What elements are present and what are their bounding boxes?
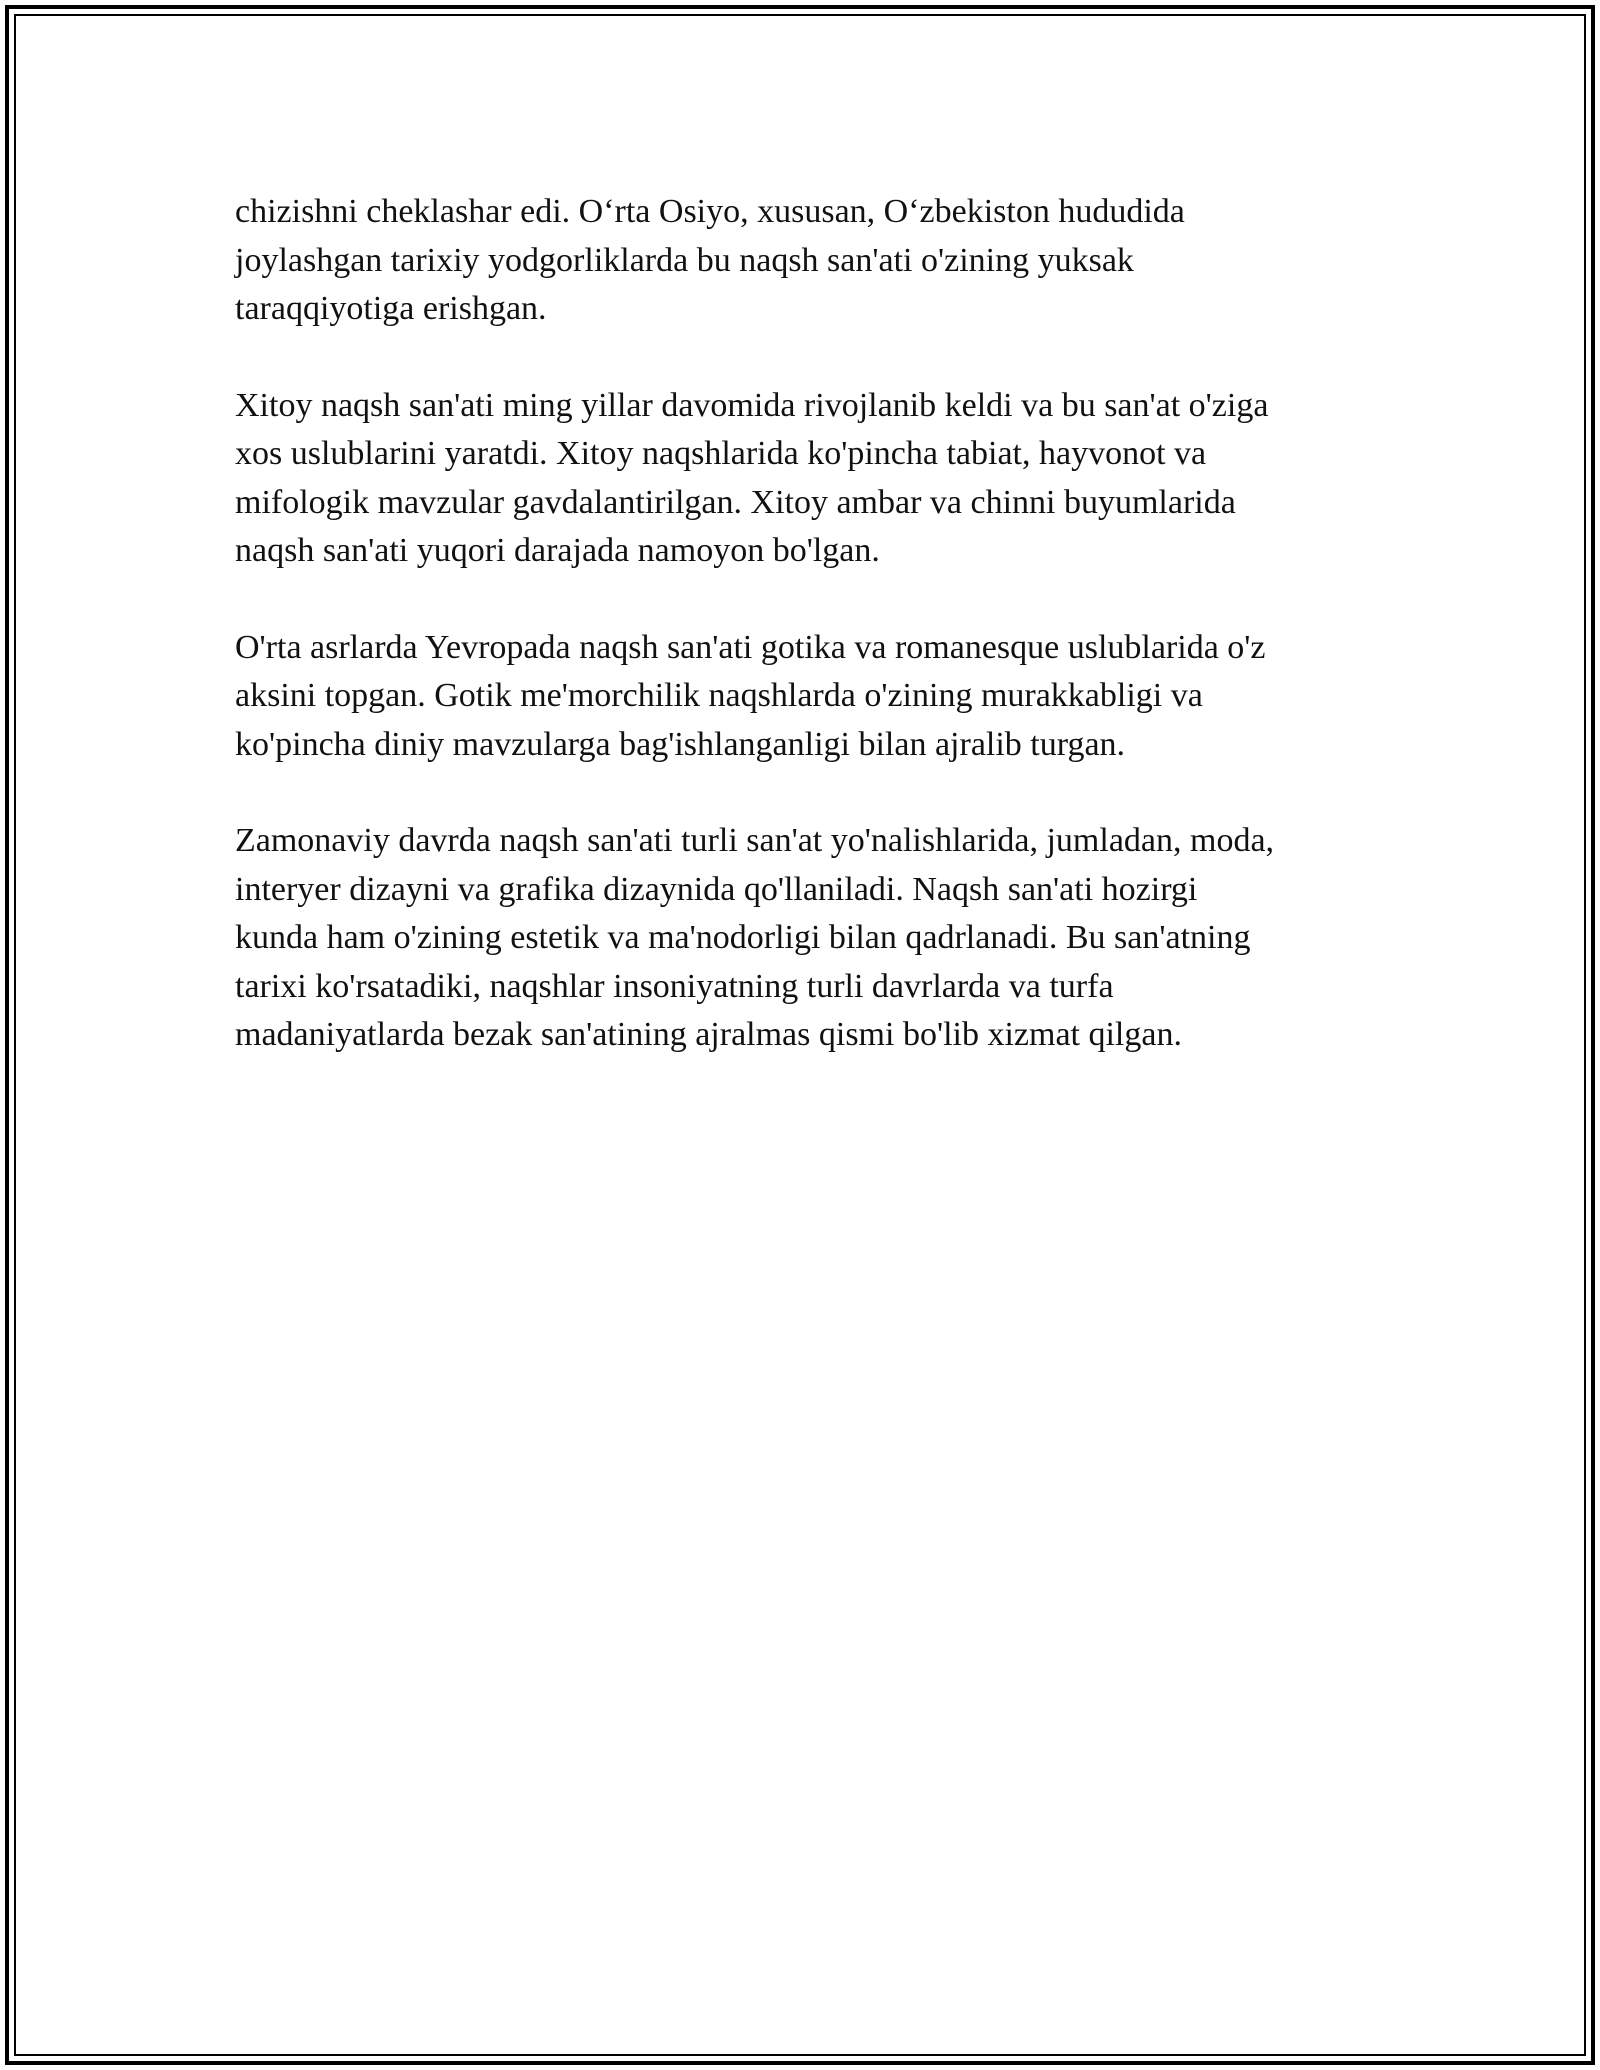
text-line: xos uslublarini yaratdi. Xitoy naqshlarida ko'pincha tabiat, hayvonot va xyxy=(235,435,1207,472)
text-line: naqsh san'ati yuqori darajada namoyon bo'lgan. xyxy=(235,532,880,569)
text-line: joylashgan tarixiy yodgorliklarda bu naqsh san'ati o'zining yuksak xyxy=(235,241,1134,279)
text-line: tarixi ko'rsatadiki, naqshlar insoniyatning turli davrlarda va turfa xyxy=(235,967,1114,1005)
text-line: ko'pincha diniy mavzularga bag'ishlanganligi bilan ajralib turgan. xyxy=(235,725,1126,763)
document-body xyxy=(235,188,1375,1108)
paragraph-3 xyxy=(235,624,1375,770)
text-line: kunda ham o'zining estetik va ma'nodorligi bilan qadrlanadi. Bu san'atning xyxy=(235,919,1251,956)
text-line: O'rta asrlarda Yevropada naqsh san'ati gotika va romanesque uslublarida o'z xyxy=(235,628,1266,666)
text-line: mifologik mavzular gavdalantirilgan. Xitoy ambar va chinni buyumlarida xyxy=(235,483,1236,521)
paragraph-2 xyxy=(235,382,1375,576)
text-line: Zamonaviy davrda naqsh san'ati turli san'at yo'nalishlarida, jumladan, moda, xyxy=(235,822,1275,859)
text-line: taraqqiyotiga erishgan. xyxy=(235,290,547,327)
text-line: chizishni cheklashar edi. O‘rta Osiyo, xususan, O‘zbekiston hududida xyxy=(235,193,1185,230)
paragraph-4 xyxy=(235,817,1375,1060)
text-line: madaniyatlarda bezak san'atining ajralmas qismi bo'lib xizmat qilgan. xyxy=(235,1016,1182,1053)
text-line: interyer dizayni va grafika dizaynida qo'llaniladi. Naqsh san'ati hozirgi xyxy=(235,870,1198,908)
text-line: Xitoy naqsh san'ati ming yillar davomida rivojlanib keldi va bu san'at o'ziga xyxy=(235,386,1269,424)
text-line: aksini topgan. Gotik me'morchilik naqshlarda o'zining murakkabligi va xyxy=(235,677,1203,714)
paragraph-1 xyxy=(235,188,1375,334)
